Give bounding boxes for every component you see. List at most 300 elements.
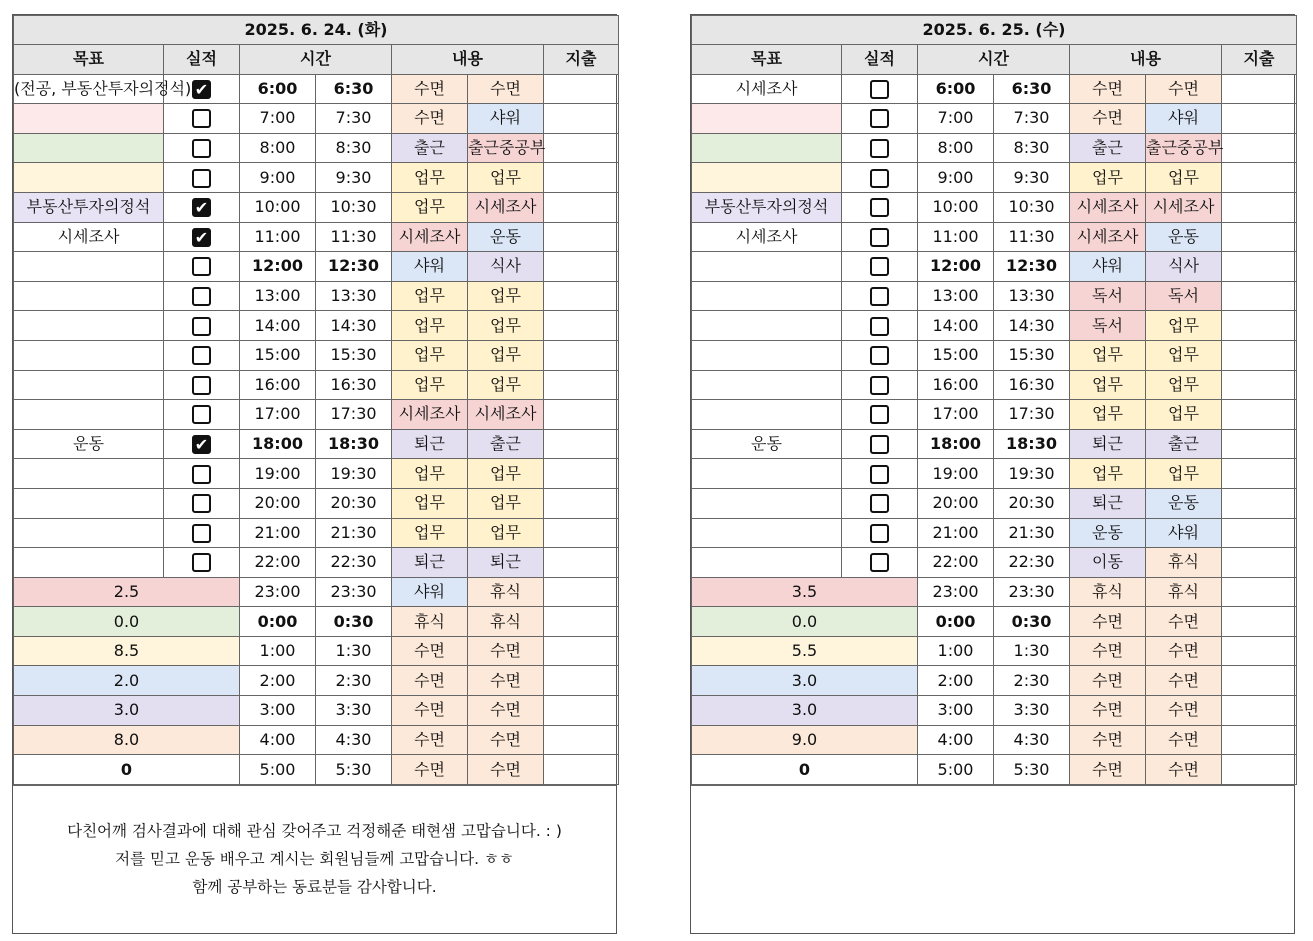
activity-cell: 독서 <box>1146 281 1222 311</box>
activity-cell: 업무 <box>392 340 468 370</box>
activity-cell: 시세조사 <box>392 222 468 252</box>
unchecked-checkbox[interactable] <box>192 317 211 336</box>
checked-checkbox[interactable]: ✔ <box>192 80 211 99</box>
time-cell: 17:30 <box>994 400 1070 430</box>
activity-cell: 샤워 <box>392 252 468 282</box>
activity-cell: 수면 <box>392 755 468 785</box>
time-header: 시간 <box>240 45 392 75</box>
activity-cell: 수면 <box>1146 696 1222 726</box>
day-panel-1 <box>12 14 617 934</box>
activity-cell: 출근 <box>468 429 544 459</box>
time-cell: 2:30 <box>994 666 1070 696</box>
expense-cell <box>1222 488 1297 518</box>
activity-cell: 시세조사 <box>468 192 544 222</box>
time-cell: 8:30 <box>994 133 1070 163</box>
goal-cell <box>14 104 164 134</box>
time-cell: 16:30 <box>994 370 1070 400</box>
expense-cell <box>1222 607 1297 637</box>
activity-cell: 샤워 <box>1070 252 1146 282</box>
time-cell: 9:00 <box>240 163 316 193</box>
unchecked-checkbox[interactable] <box>870 317 889 336</box>
goal-cell: 시세조사 <box>692 222 842 252</box>
time-cell: 0:30 <box>994 607 1070 637</box>
goal-cell <box>692 459 842 489</box>
time-cell: 15:30 <box>316 340 392 370</box>
result-cell <box>164 252 240 282</box>
table-row <box>692 518 1297 548</box>
time-cell: 6:00 <box>918 74 994 104</box>
unchecked-checkbox[interactable] <box>192 405 211 424</box>
activity-cell: 시세조사 <box>392 400 468 430</box>
time-cell: 17:00 <box>918 400 994 430</box>
time-cell: 6:30 <box>316 74 392 104</box>
category-total: 8.0 <box>14 725 240 755</box>
activity-cell: 업무 <box>392 488 468 518</box>
expense-cell <box>1222 636 1297 666</box>
expense-cell <box>1222 400 1297 430</box>
activity-cell: 업무 <box>1070 340 1146 370</box>
activity-cell: 수면 <box>1146 607 1222 637</box>
activity-cell: 수면 <box>392 725 468 755</box>
result-cell <box>842 74 918 104</box>
activity-cell: 수면 <box>1070 636 1146 666</box>
time-cell: 15:30 <box>994 340 1070 370</box>
category-total: 2.5 <box>14 577 240 607</box>
goal-cell: 시세조사 <box>14 222 164 252</box>
goal-cell <box>692 133 842 163</box>
activity-cell: 독서 <box>1070 311 1146 341</box>
table-row <box>14 163 619 193</box>
activity-cell: 수면 <box>468 725 544 755</box>
schedule-table <box>691 15 1297 785</box>
activity-cell: 업무 <box>468 163 544 193</box>
time-cell: 12:30 <box>316 252 392 282</box>
time-cell: 6:00 <box>240 74 316 104</box>
goal-cell <box>692 252 842 282</box>
activity-cell: 식사 <box>1146 252 1222 282</box>
expense-cell <box>1222 192 1297 222</box>
result-cell <box>842 133 918 163</box>
activity-cell: 운동 <box>1070 518 1146 548</box>
summary-row <box>14 666 619 696</box>
time-cell: 7:30 <box>316 104 392 134</box>
table-row <box>692 222 1297 252</box>
goal-header: 목표 <box>14 45 164 75</box>
activity-cell: 샤워 <box>1146 518 1222 548</box>
time-cell: 1:00 <box>240 636 316 666</box>
table-row <box>692 163 1297 193</box>
unchecked-checkbox[interactable] <box>870 346 889 365</box>
time-cell: 14:00 <box>240 311 316 341</box>
unchecked-checkbox[interactable] <box>192 465 211 484</box>
table-row <box>14 74 619 104</box>
time-cell: 19:30 <box>316 459 392 489</box>
activity-cell: 업무 <box>1070 370 1146 400</box>
time-cell: 9:00 <box>918 163 994 193</box>
expense-cell <box>544 133 619 163</box>
unchecked-checkbox[interactable] <box>870 257 889 276</box>
time-cell: 10:00 <box>240 192 316 222</box>
unchecked-checkbox[interactable] <box>870 553 889 572</box>
expense-cell <box>1222 725 1297 755</box>
category-total: 3.0 <box>14 696 240 726</box>
time-cell: 3:30 <box>994 696 1070 726</box>
expense-cell <box>544 607 619 637</box>
time-cell: 21:00 <box>918 518 994 548</box>
goal-cell <box>14 163 164 193</box>
time-cell: 21:00 <box>240 518 316 548</box>
time-cell: 19:30 <box>994 459 1070 489</box>
result-cell <box>842 192 918 222</box>
checked-checkbox[interactable]: ✔ <box>192 228 211 247</box>
time-cell: 13:00 <box>918 281 994 311</box>
time-cell: 18:00 <box>240 429 316 459</box>
unchecked-checkbox[interactable] <box>870 139 889 158</box>
activity-cell: 퇴근 <box>1070 488 1146 518</box>
unchecked-checkbox[interactable] <box>870 228 889 247</box>
expense-cell <box>1222 577 1297 607</box>
expense-cell <box>1222 370 1297 400</box>
goal-cell <box>692 281 842 311</box>
result-cell <box>164 400 240 430</box>
table-row <box>692 488 1297 518</box>
unchecked-checkbox[interactable] <box>870 524 889 543</box>
activity-cell: 출근 <box>392 133 468 163</box>
table-row <box>692 459 1297 489</box>
time-cell: 16:00 <box>240 370 316 400</box>
table-row <box>692 370 1297 400</box>
unchecked-checkbox[interactable] <box>192 524 211 543</box>
goal-cell <box>692 370 842 400</box>
expense-cell <box>1222 340 1297 370</box>
goal-cell <box>14 459 164 489</box>
expense-cell <box>1222 696 1297 726</box>
unchecked-checkbox[interactable] <box>192 139 211 158</box>
summary-row <box>692 636 1297 666</box>
activity-cell: 수면 <box>1146 666 1222 696</box>
time-cell: 14:30 <box>994 311 1070 341</box>
expense-cell <box>544 548 619 578</box>
expense-cell <box>544 311 619 341</box>
table-row <box>14 192 619 222</box>
time-cell: 14:30 <box>316 311 392 341</box>
activity-cell: 업무 <box>392 311 468 341</box>
unchecked-checkbox[interactable] <box>192 169 211 188</box>
table-row <box>692 400 1297 430</box>
activity-cell: 수면 <box>1146 755 1222 785</box>
activity-cell: 휴식 <box>1146 577 1222 607</box>
expense-cell <box>544 163 619 193</box>
note-line: 저를 믿고 운동 배우고 계시는 회원님들께 고맙습니다. ㅎㅎ <box>115 850 514 869</box>
activity-cell: 업무 <box>1146 340 1222 370</box>
time-cell: 4:30 <box>994 725 1070 755</box>
goal-cell: 부동산투자의정석 <box>14 192 164 222</box>
table-row <box>14 400 619 430</box>
activity-cell: 업무 <box>468 370 544 400</box>
expense-cell <box>544 518 619 548</box>
table-row <box>692 133 1297 163</box>
time-cell: 22:30 <box>994 548 1070 578</box>
activity-cell: 운동 <box>468 222 544 252</box>
time-cell: 15:00 <box>918 340 994 370</box>
goal-header: 목표 <box>692 45 842 75</box>
activity-cell: 휴식 <box>468 577 544 607</box>
time-cell: 17:30 <box>316 400 392 430</box>
time-cell: 5:30 <box>994 755 1070 785</box>
time-cell: 12:00 <box>918 252 994 282</box>
result-cell <box>164 163 240 193</box>
expense-cell <box>544 74 619 104</box>
unchecked-checkbox[interactable] <box>870 435 889 454</box>
result-cell <box>842 281 918 311</box>
time-cell: 7:00 <box>918 104 994 134</box>
result-cell <box>842 518 918 548</box>
activity-cell: 업무 <box>1146 400 1222 430</box>
time-cell: 4:00 <box>918 725 994 755</box>
category-total: 0.0 <box>692 607 918 637</box>
time-cell: 1:00 <box>918 636 994 666</box>
time-cell: 11:30 <box>994 222 1070 252</box>
activity-cell: 식사 <box>468 252 544 282</box>
goal-cell <box>692 400 842 430</box>
table-row <box>14 104 619 134</box>
activity-cell: 수면 <box>1146 74 1222 104</box>
table-row <box>692 429 1297 459</box>
time-cell: 7:00 <box>240 104 316 134</box>
time-cell: 3:00 <box>918 696 994 726</box>
time-cell: 22:00 <box>240 548 316 578</box>
activity-cell: 수면 <box>392 666 468 696</box>
goal-cell <box>14 311 164 341</box>
goal-cell <box>692 104 842 134</box>
result-cell <box>842 429 918 459</box>
table-row <box>14 252 619 282</box>
checked-checkbox[interactable]: ✔ <box>192 198 211 217</box>
goal-cell <box>14 400 164 430</box>
unchecked-checkbox[interactable] <box>870 198 889 217</box>
expense-cell <box>544 340 619 370</box>
time-cell: 21:30 <box>316 518 392 548</box>
summary-row <box>692 577 1297 607</box>
time-cell: 18:00 <box>918 429 994 459</box>
expense-cell <box>544 488 619 518</box>
time-cell: 0:00 <box>918 607 994 637</box>
activity-cell: 업무 <box>392 518 468 548</box>
goal-cell <box>692 163 842 193</box>
date-header: 2025. 6. 24. (화) <box>14 16 619 45</box>
time-cell: 5:00 <box>240 755 316 785</box>
time-cell: 9:30 <box>316 163 392 193</box>
time-cell: 19:00 <box>918 459 994 489</box>
activity-cell: 휴식 <box>392 607 468 637</box>
unchecked-checkbox[interactable] <box>192 287 211 306</box>
activity-cell: 이동 <box>1070 548 1146 578</box>
table-row <box>14 222 619 252</box>
table-row <box>14 281 619 311</box>
time-cell: 2:00 <box>240 666 316 696</box>
summary-row <box>14 577 619 607</box>
expense-cell <box>544 577 619 607</box>
activity-cell: 수면 <box>392 104 468 134</box>
activity-cell: 수면 <box>1070 755 1146 785</box>
result-cell <box>842 340 918 370</box>
summary-row <box>14 725 619 755</box>
expense-cell <box>544 252 619 282</box>
time-cell: 19:00 <box>240 459 316 489</box>
expense-cell <box>544 725 619 755</box>
result-cell <box>164 192 240 222</box>
activity-cell: 수면 <box>392 74 468 104</box>
time-cell: 2:00 <box>918 666 994 696</box>
result-cell <box>842 252 918 282</box>
result-cell <box>164 311 240 341</box>
time-cell: 10:00 <box>918 192 994 222</box>
unchecked-checkbox[interactable] <box>192 257 211 276</box>
unchecked-checkbox[interactable] <box>870 80 889 99</box>
time-cell: 2:30 <box>316 666 392 696</box>
note-line: 다친어깨 검사결과에 대해 관심 갖어주고 걱정해준 태현샘 고맙습니다. : ) <box>67 822 562 841</box>
time-cell: 14:00 <box>918 311 994 341</box>
activity-cell: 업무 <box>1146 311 1222 341</box>
table-row <box>692 281 1297 311</box>
activity-cell: 업무 <box>468 340 544 370</box>
expense-cell <box>1222 666 1297 696</box>
expense-cell <box>1222 222 1297 252</box>
time-cell: 20:30 <box>316 488 392 518</box>
activity-cell: 업무 <box>392 281 468 311</box>
time-cell: 1:30 <box>994 636 1070 666</box>
activity-cell: 수면 <box>468 696 544 726</box>
unchecked-checkbox[interactable] <box>192 553 211 572</box>
activity-cell: 휴식 <box>468 607 544 637</box>
table-row <box>692 74 1297 104</box>
time-cell: 7:30 <box>994 104 1070 134</box>
time-cell: 9:30 <box>994 163 1070 193</box>
goal-cell <box>14 133 164 163</box>
result-cell <box>842 488 918 518</box>
summary-row <box>692 725 1297 755</box>
unchecked-checkbox[interactable] <box>870 169 889 188</box>
category-total: 0.0 <box>14 607 240 637</box>
expense-cell <box>544 222 619 252</box>
goal-cell <box>692 340 842 370</box>
category-total: 2.0 <box>14 666 240 696</box>
expense-cell <box>1222 74 1297 104</box>
time-cell: 6:30 <box>994 74 1070 104</box>
expense-cell <box>544 281 619 311</box>
time-cell: 16:30 <box>316 370 392 400</box>
gratitude-note <box>691 785 1294 933</box>
goal-cell: (전공, 부동산투자의정석) <box>14 74 164 104</box>
goal-cell <box>14 252 164 282</box>
table-row <box>692 252 1297 282</box>
time-cell: 20:30 <box>994 488 1070 518</box>
category-total: 0 <box>692 755 918 785</box>
result-cell <box>164 459 240 489</box>
unchecked-checkbox[interactable] <box>192 376 211 395</box>
summary-row <box>692 755 1297 785</box>
table-row <box>14 429 619 459</box>
time-cell: 5:30 <box>316 755 392 785</box>
goal-cell <box>14 340 164 370</box>
unchecked-checkbox[interactable] <box>870 465 889 484</box>
expense-cell <box>544 636 619 666</box>
unchecked-checkbox[interactable] <box>870 287 889 306</box>
time-cell: 22:00 <box>918 548 994 578</box>
time-cell: 4:30 <box>316 725 392 755</box>
result-header: 실적 <box>164 45 240 75</box>
expense-cell <box>544 370 619 400</box>
time-cell: 20:00 <box>918 488 994 518</box>
expense-cell <box>544 696 619 726</box>
goal-cell: 운동 <box>692 429 842 459</box>
goal-cell: 부동산투자의정석 <box>692 192 842 222</box>
table-row <box>14 548 619 578</box>
expense-cell <box>1222 311 1297 341</box>
result-cell <box>164 133 240 163</box>
summary-row <box>692 666 1297 696</box>
expense-cell <box>544 429 619 459</box>
checked-checkbox[interactable]: ✔ <box>192 435 211 454</box>
activity-cell: 업무 <box>468 281 544 311</box>
category-total: 0 <box>14 755 240 785</box>
time-cell: 23:30 <box>994 577 1070 607</box>
activity-cell: 시세조사 <box>1070 192 1146 222</box>
time-cell: 17:00 <box>240 400 316 430</box>
unchecked-checkbox[interactable] <box>192 346 211 365</box>
unchecked-checkbox[interactable] <box>870 405 889 424</box>
unchecked-checkbox[interactable] <box>192 109 211 128</box>
goal-cell: 시세조사 <box>692 74 842 104</box>
time-cell: 18:30 <box>994 429 1070 459</box>
activity-cell: 출근중공부 <box>1146 133 1222 163</box>
activity-cell: 샤워 <box>1146 104 1222 134</box>
activity-cell: 업무 <box>468 488 544 518</box>
activity-cell: 수면 <box>392 696 468 726</box>
activity-cell: 출근 <box>1070 133 1146 163</box>
activity-cell: 수면 <box>1070 607 1146 637</box>
note-line: 함께 공부하는 동료분들 감사합니다. <box>192 878 437 897</box>
activity-cell: 퇴근 <box>392 429 468 459</box>
result-cell <box>164 340 240 370</box>
goal-cell <box>692 518 842 548</box>
table-row <box>692 192 1297 222</box>
time-cell: 12:00 <box>240 252 316 282</box>
activity-cell: 출근 <box>1146 429 1222 459</box>
result-cell <box>164 104 240 134</box>
time-cell: 13:00 <box>240 281 316 311</box>
goal-cell: 운동 <box>14 429 164 459</box>
time-cell: 0:30 <box>316 607 392 637</box>
goal-cell <box>14 548 164 578</box>
unchecked-checkbox[interactable] <box>870 376 889 395</box>
time-cell: 23:00 <box>918 577 994 607</box>
result-cell <box>842 311 918 341</box>
activity-cell: 업무 <box>392 192 468 222</box>
time-cell: 16:00 <box>918 370 994 400</box>
unchecked-checkbox[interactable] <box>870 494 889 513</box>
activity-cell: 업무 <box>468 459 544 489</box>
unchecked-checkbox[interactable] <box>192 494 211 513</box>
activity-cell: 수면 <box>1146 725 1222 755</box>
activity-cell: 시세조사 <box>1070 222 1146 252</box>
expense-cell <box>544 666 619 696</box>
result-cell <box>164 548 240 578</box>
result-cell <box>164 370 240 400</box>
unchecked-checkbox[interactable] <box>870 109 889 128</box>
category-total: 5.5 <box>692 636 918 666</box>
activity-cell: 퇴근 <box>468 548 544 578</box>
